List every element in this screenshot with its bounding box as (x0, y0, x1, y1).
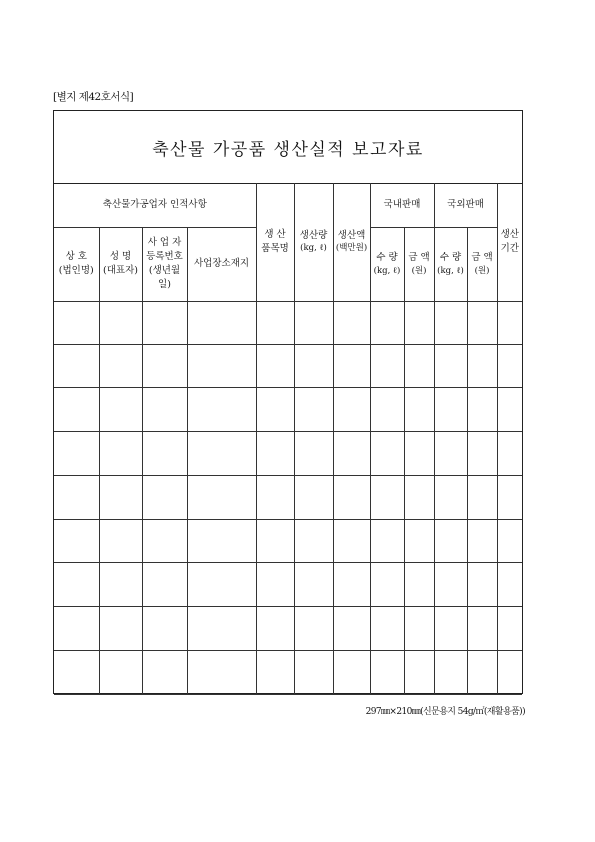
title-row (54, 111, 522, 184)
owner-name-cell[interactable] (99, 431, 142, 475)
domestic-qty-unit: (kg, ℓ) (373, 265, 401, 276)
foreign-amount-cell[interactable] (467, 387, 497, 431)
trade-name-cell[interactable] (54, 475, 99, 519)
domestic-qty-cell[interactable] (370, 387, 404, 431)
owner-name-cell[interactable] (99, 650, 142, 694)
product-name-line2: 품목명 (261, 242, 289, 254)
owner-name-cell[interactable] (99, 606, 142, 650)
trade-name-cell[interactable] (54, 562, 99, 606)
owner-name-cell[interactable] (99, 387, 142, 431)
foreign-qty-cell[interactable] (434, 301, 467, 344)
domestic-amount-cell[interactable] (404, 562, 434, 606)
trade-name-cell[interactable] (54, 650, 99, 694)
reg-no-cell[interactable] (142, 650, 187, 694)
domestic-qty-cell[interactable] (370, 475, 404, 519)
production-qty-label: 생산량 (299, 229, 328, 241)
table-row (54, 606, 522, 650)
report-form (53, 110, 523, 694)
domestic-amount-cell[interactable] (404, 650, 434, 694)
table-row (54, 475, 522, 519)
production-qty-cell[interactable] (294, 519, 333, 562)
owner-name-label: 성 명 (109, 251, 132, 263)
foreign-qty-cell[interactable] (434, 344, 467, 387)
product-name-cell[interactable] (256, 519, 294, 562)
foreign-qty-cell[interactable] (434, 606, 467, 650)
foreign-amount-cell[interactable] (467, 344, 497, 387)
domestic-amount-unit: (원) (411, 265, 427, 276)
product-name-cell[interactable] (256, 606, 294, 650)
table-row (54, 650, 522, 694)
owner-name-header (99, 227, 142, 301)
domestic-amount-label: 금 액 (408, 251, 430, 263)
foreign-amount-cell[interactable] (467, 301, 497, 344)
production-qty-cell[interactable] (294, 344, 333, 387)
domestic-qty-cell[interactable] (370, 606, 404, 650)
production-period-cell[interactable] (497, 650, 522, 694)
product-name-cell[interactable] (256, 650, 294, 694)
owner-name-cell[interactable] (99, 344, 142, 387)
production-period-header (497, 183, 522, 301)
address-header: 사업장소재지 (187, 227, 256, 301)
production-period-cell[interactable] (497, 519, 522, 562)
product-name-cell[interactable] (256, 344, 294, 387)
foreign-qty-header (434, 227, 467, 301)
address-cell[interactable] (187, 387, 256, 431)
production-period-cell[interactable] (497, 431, 522, 475)
domestic-amount-header (404, 227, 434, 301)
domestic-qty-header (370, 227, 404, 301)
period-line2: 기간 (500, 242, 519, 254)
production-period-cell[interactable] (497, 387, 522, 431)
reg-no-cell[interactable] (142, 562, 187, 606)
production-value-cell[interactable] (333, 650, 370, 694)
production-period-cell[interactable] (497, 301, 522, 344)
form-title: 축산물 가공품 생산실적 보고자료 (152, 139, 424, 160)
production-qty-cell[interactable] (294, 387, 333, 431)
form-number-label: [별지 제42호서식] (53, 91, 134, 103)
product-name-header (256, 183, 294, 301)
foreign-amount-cell[interactable] (467, 606, 497, 650)
production-value-cell[interactable] (333, 519, 370, 562)
production-value-unit: (백만원) (335, 243, 368, 254)
production-period-cell[interactable] (497, 344, 522, 387)
domestic-amount-cell[interactable] (404, 431, 434, 475)
foreign-qty-label: 수 량 (439, 251, 462, 263)
foreign-qty-cell[interactable] (434, 475, 467, 519)
table-row (54, 344, 522, 387)
foreign-amount-label: 금 액 (471, 251, 493, 263)
domestic-qty-cell[interactable] (370, 431, 404, 475)
table-row (54, 387, 522, 431)
address-cell[interactable] (187, 650, 256, 694)
production-qty-cell[interactable] (294, 301, 333, 344)
production-period-cell[interactable] (497, 475, 522, 519)
foreign-qty-unit: (kg, ℓ) (437, 265, 464, 276)
product-name-cell[interactable] (256, 475, 294, 519)
product-name-cell[interactable] (256, 562, 294, 606)
domestic-qty-cell[interactable] (370, 301, 404, 344)
trade-name-header (54, 227, 99, 301)
production-qty-header (294, 183, 333, 301)
product-name-cell[interactable] (256, 301, 294, 344)
production-qty-cell[interactable] (294, 475, 333, 519)
foreign-amount-cell[interactable] (467, 519, 497, 562)
owner-name-cell[interactable] (99, 519, 142, 562)
owner-name-cell[interactable] (99, 301, 142, 344)
production-value-cell[interactable] (333, 475, 370, 519)
foreign-qty-cell[interactable] (434, 519, 467, 562)
foreign-amount-unit: (원) (474, 265, 490, 276)
owner-name-sub: (대표자) (103, 265, 138, 276)
address-cell[interactable] (187, 344, 256, 387)
domestic-qty-cell[interactable] (370, 519, 404, 562)
domestic-amount-cell[interactable] (404, 475, 434, 519)
production-period-cell[interactable] (497, 562, 522, 606)
foreign-amount-cell[interactable] (467, 431, 497, 475)
address-cell[interactable] (187, 475, 256, 519)
reg-no-cell[interactable] (142, 387, 187, 431)
foreign-sales-header: 국외판매 (434, 183, 497, 227)
reg-no-cell[interactable] (142, 431, 187, 475)
business-info-header: 축산물가공업자 인적사항 (54, 183, 256, 227)
reg-no-cell[interactable] (142, 301, 187, 344)
foreign-qty-cell[interactable] (434, 650, 467, 694)
trade-name-sub: (법인명) (58, 265, 94, 276)
domestic-qty-cell[interactable] (370, 562, 404, 606)
production-qty-cell[interactable] (294, 650, 333, 694)
product-name-cell[interactable] (256, 387, 294, 431)
production-value-cell[interactable] (333, 387, 370, 431)
foreign-amount-cell[interactable] (467, 650, 497, 694)
product-name-cell[interactable] (256, 431, 294, 475)
foreign-qty-cell[interactable] (434, 431, 467, 475)
trade-name-cell[interactable] (54, 344, 99, 387)
production-value-cell[interactable] (333, 431, 370, 475)
domestic-amount-cell[interactable] (404, 344, 434, 387)
production-value-cell[interactable] (333, 301, 370, 344)
product-name-line1: 생 산 (264, 228, 286, 240)
trade-name-cell[interactable] (54, 606, 99, 650)
domestic-amount-cell[interactable] (404, 519, 434, 562)
foreign-amount-cell[interactable] (467, 475, 497, 519)
domestic-amount-cell[interactable] (404, 606, 434, 650)
domestic-qty-cell[interactable] (370, 344, 404, 387)
domestic-amount-cell[interactable] (404, 387, 434, 431)
foreign-amount-header (467, 227, 497, 301)
reg-no-cell[interactable] (142, 519, 187, 562)
owner-name-cell[interactable] (99, 475, 142, 519)
address-cell[interactable] (187, 301, 256, 344)
table-row (54, 562, 522, 606)
trade-name-cell[interactable] (54, 519, 99, 562)
reg-no-cell[interactable] (142, 606, 187, 650)
production-qty-unit: (kg, ℓ) (300, 243, 327, 254)
production-qty-cell[interactable] (294, 606, 333, 650)
reg-no-line1: 사 업 자 (147, 237, 182, 249)
trade-name-label: 상 호 (65, 251, 87, 263)
address-cell[interactable] (187, 519, 256, 562)
paper-size-note: 297㎜×210㎜(신문용지 54g/㎡(재활용품)) (365, 707, 525, 717)
foreign-qty-cell[interactable] (434, 387, 467, 431)
owner-name-cell[interactable] (99, 562, 142, 606)
address-cell[interactable] (187, 562, 256, 606)
reg-no-line2: 등록번호 (146, 251, 183, 263)
foreign-amount-cell[interactable] (467, 562, 497, 606)
address-cell[interactable] (187, 431, 256, 475)
production-value-header (333, 183, 370, 301)
table-row (54, 431, 522, 475)
production-value-cell[interactable] (333, 606, 370, 650)
production-value-cell[interactable] (333, 344, 370, 387)
reg-no-header (142, 227, 187, 301)
production-qty-cell[interactable] (294, 562, 333, 606)
domestic-amount-cell[interactable] (404, 301, 434, 344)
production-period-cell[interactable] (497, 606, 522, 650)
trade-name-cell[interactable] (54, 301, 99, 344)
header-row-1 (54, 183, 522, 227)
table-row (54, 301, 522, 344)
reg-no-cell[interactable] (142, 475, 187, 519)
report-table (54, 183, 522, 695)
domestic-qty-cell[interactable] (370, 650, 404, 694)
reg-no-sub: (생년월일) (148, 265, 181, 290)
production-value-cell[interactable] (333, 562, 370, 606)
production-value-label: 생산액 (337, 229, 366, 241)
table-row (54, 519, 522, 562)
foreign-qty-cell[interactable] (434, 562, 467, 606)
period-line1: 생산 (500, 228, 519, 240)
production-qty-cell[interactable] (294, 431, 333, 475)
address-cell[interactable] (187, 606, 256, 650)
reg-no-cell[interactable] (142, 344, 187, 387)
domestic-sales-header: 국내판매 (370, 183, 434, 227)
trade-name-cell[interactable] (54, 431, 99, 475)
domestic-qty-label: 수 량 (376, 251, 398, 263)
trade-name-cell[interactable] (54, 387, 99, 431)
